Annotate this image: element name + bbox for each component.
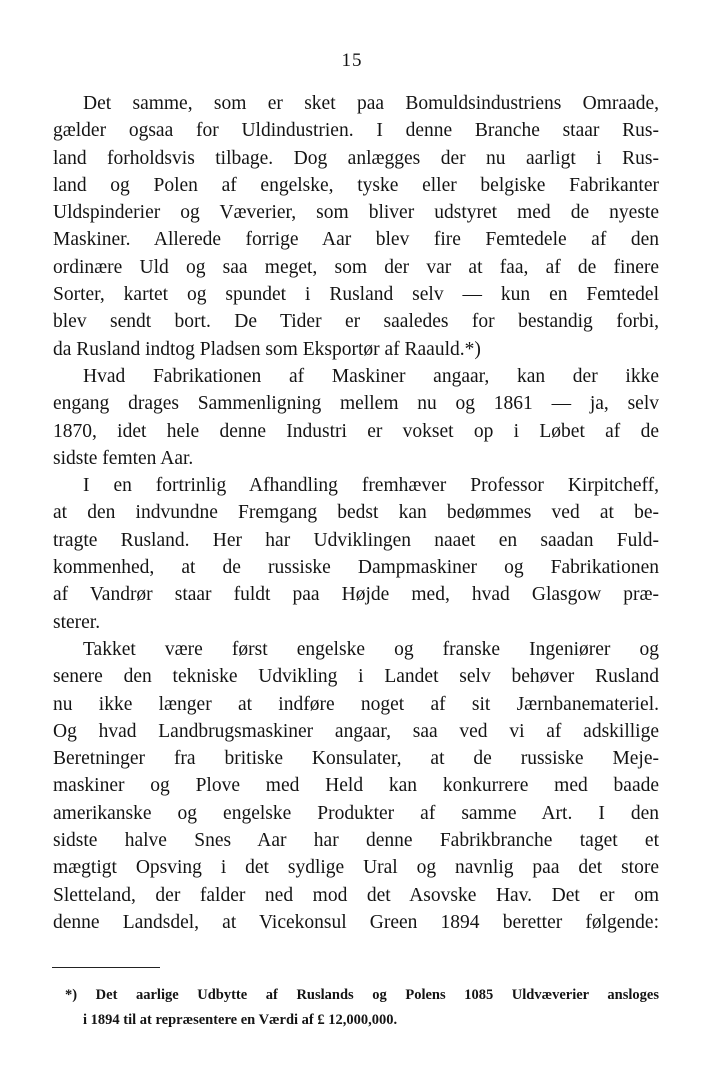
text-line: nu ikke længer at indføre noget af sit Jærnbanemateriel. xyxy=(53,693,659,715)
text-line: sterer. xyxy=(53,611,101,633)
text-line: af Vandrør staar fuldt paa Højde med, hvad Glasgow præ- xyxy=(53,584,659,606)
text-line: amerikanske og engelske Produkter af samme Art. I den xyxy=(53,802,659,824)
text-line: Sorter, kartet og spundet i Rusland selv — kun en Femtedel xyxy=(53,284,659,306)
footnote xyxy=(53,983,659,1033)
text-line: Takket være først engelske og franske Ingeniører og xyxy=(83,638,659,660)
text-line: mægtigt Opsving i det sydlige Ural og navnlig paa det store xyxy=(53,857,659,879)
text-line: denne Landsdel, at Vicekonsul Green 1894 beretter følgende: xyxy=(53,911,659,933)
text-line: Uldspinderier og Væverier, som bliver udstyret med de nyeste xyxy=(53,202,659,224)
text-line: senere den tekniske Udvikling i Landet selv behøver Rusland xyxy=(53,666,659,688)
body-text xyxy=(53,90,659,936)
text-line: land og Polen af engelske, tyske eller belgiske Fabrikanter xyxy=(53,174,659,196)
text-line: Sletteland, der falder ned mod det Asovske Hav. Det er om xyxy=(53,884,659,906)
text-line: Det samme, som er sket paa Bomuldsindustriens Omraade, xyxy=(83,93,659,114)
text-line: engang drages Sammenligning mellem nu og 1861 — ja, selv xyxy=(53,393,659,415)
text-line: at den indvundne Fremgang bedst kan bedømmes ved at be- xyxy=(53,502,659,524)
footnote-line: *) Det aarlige Udbytte af Ruslands og Polens 1085 Uldvæverier ansloges xyxy=(65,987,659,1003)
page-number: 15 xyxy=(341,50,363,71)
text-line: blev sendt bort. De Tider er saaledes for bestandig forbi, xyxy=(53,311,659,333)
text-line: Hvad Fabrikationen af Maskiner angaar, kan der ikke xyxy=(83,365,659,387)
text-line: maskiner og Plove med Held kan konkurrere med baade xyxy=(53,775,659,797)
text-line: I en fortrinlig Afhandling fremhæver Professor Kirpitcheff, xyxy=(83,475,659,497)
text-line: ordinære Uld og saa meget, som der var at faa, af de finere xyxy=(53,256,659,278)
text-line: 1870, idet hele denne Industri er vokset op i Løbet af de xyxy=(53,420,659,442)
footnote-divider xyxy=(52,967,160,968)
text-line: kommenhed, at de russiske Dampmaskiner og Fabrikationen xyxy=(53,557,659,579)
text-line: sidste halve Snes Aar har denne Fabrikbranche taget et xyxy=(53,830,659,852)
text-line: tragte Rusland. Her har Udviklingen naaet en saadan Fuld- xyxy=(53,529,659,551)
text-line: Og hvad Landbrugsmaskiner angaar, saa ved vi af adskillige xyxy=(53,720,659,742)
text-line: da Rusland indtog Pladsen som Eksportør af Raauld.*) xyxy=(53,338,481,360)
text-line: Beretninger fra britiske Konsulater, at de russiske Meje- xyxy=(53,748,659,770)
footnote-line: i 1894 til at repræsentere en Værdi af £ 12,000,000. xyxy=(83,1012,398,1028)
text-line: sidste femten Aar. xyxy=(53,447,194,469)
text-line: Maskiner. Allerede forrige Aar blev fire Femtedele af den xyxy=(53,229,659,251)
text-line: gælder ogsaa for Uldindustrien. I denne Branche staar Rus- xyxy=(53,120,659,142)
text-line: land forholdsvis tilbage. Dog anlægges der nu aarligt i Rus- xyxy=(53,147,659,169)
